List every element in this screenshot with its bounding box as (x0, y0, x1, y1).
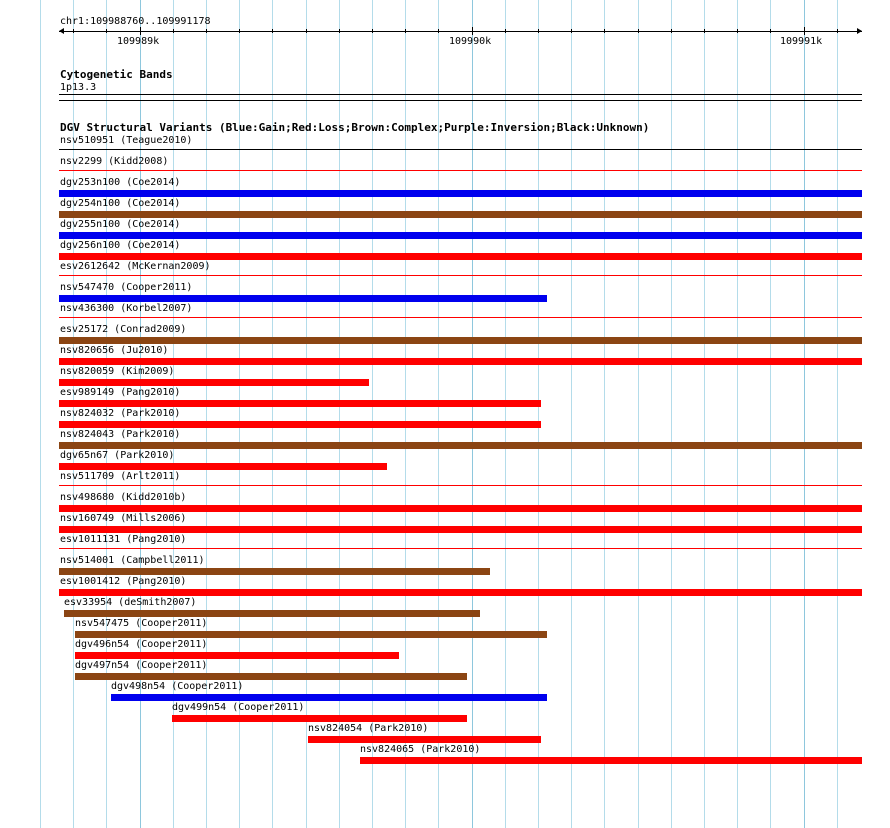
dgv-feature-bar[interactable] (172, 715, 467, 722)
ruler-minor-tick (405, 29, 406, 33)
dgv-feature-label[interactable]: nsv820656 (Ju2010) (60, 345, 169, 356)
cytoband-bar-bottom (59, 100, 862, 101)
dgv-feature-bar[interactable] (59, 548, 862, 549)
ruler-minor-tick (206, 29, 207, 33)
dgv-feature-bar[interactable] (59, 358, 862, 365)
dgv-track-title: DGV Structural Variants (Blue:Gain;Red:Loss;Brown:Complex;Purple:Inversion;Black:Unknown) (60, 121, 650, 134)
dgv-feature-label[interactable]: nsv510951 (Teague2010) (60, 135, 193, 146)
dgv-feature-label[interactable]: nsv547470 (Cooper2011) (60, 282, 193, 293)
dgv-feature-bar[interactable] (59, 211, 862, 218)
ruler-minor-tick (638, 29, 639, 33)
dgv-feature-label[interactable]: dgv255n100 (Coe2014) (60, 219, 181, 230)
ruler-minor-tick (770, 29, 771, 33)
ruler-minor-tick (73, 29, 74, 33)
ruler-minor-tick (505, 29, 506, 33)
dgv-feature-bar[interactable] (59, 317, 862, 318)
grid-line (671, 0, 672, 828)
dgv-feature-bar[interactable] (59, 295, 547, 302)
dgv-feature-bar[interactable] (59, 275, 862, 276)
dgv-feature-label[interactable]: dgv256n100 (Coe2014) (60, 240, 181, 251)
dgv-feature-bar[interactable] (59, 232, 862, 239)
dgv-feature-label[interactable]: dgv254n100 (Coe2014) (60, 198, 181, 209)
dgv-feature-label[interactable]: nsv820059 (Kim2009) (60, 366, 175, 377)
dgv-feature-label[interactable]: dgv498n54 (Cooper2011) (111, 681, 244, 692)
dgv-feature-bar[interactable] (59, 485, 862, 486)
ruler-minor-tick (272, 29, 273, 33)
dgv-feature-label[interactable]: nsv547475 (Cooper2011) (75, 618, 208, 629)
cytoband-label: 1p13.3 (60, 82, 97, 93)
dgv-feature-bar[interactable] (59, 589, 862, 596)
ruler-axis (59, 31, 862, 32)
dgv-feature-label[interactable]: esv989149 (Pang2010) (60, 387, 181, 398)
dgv-feature-label[interactable]: dgv496n54 (Cooper2011) (75, 639, 208, 650)
dgv-feature-bar[interactable] (59, 190, 862, 197)
ruler-minor-tick (671, 29, 672, 33)
dgv-feature-label[interactable]: nsv824043 (Park2010) (60, 429, 181, 440)
scroll-left-icon[interactable] (59, 28, 64, 34)
dgv-feature-bar[interactable] (59, 442, 862, 449)
ruler-major-tick (804, 27, 805, 35)
dgv-feature-bar[interactable] (75, 652, 399, 659)
scroll-right-icon[interactable] (857, 28, 862, 34)
dgv-feature-label[interactable]: nsv824065 (Park2010) (360, 744, 481, 755)
grid-line (770, 0, 771, 828)
dgv-feature-label[interactable]: esv33954 (deSmith2007) (64, 597, 197, 608)
ruler-major-tick (472, 27, 473, 35)
ruler-minor-tick (372, 29, 373, 33)
dgv-feature-bar[interactable] (59, 337, 862, 344)
ruler-label-109991k: 109991k (780, 36, 823, 47)
dgv-feature-label[interactable]: esv2612642 (McKernan2009) (60, 261, 211, 272)
grid-line (704, 0, 705, 828)
ruler-location: chr1:109988760..109991178 (60, 16, 211, 27)
dgv-feature-label[interactable]: nsv498680 (Kidd2010b) (60, 492, 187, 503)
grid-line (737, 0, 738, 828)
ruler-label-109989k: 109989k (117, 36, 160, 47)
dgv-feature-bar[interactable] (59, 421, 541, 428)
dgv-feature-label[interactable]: esv1011131 (Pang2010) (60, 534, 187, 545)
dgv-feature-bar[interactable] (360, 757, 862, 764)
ruler-minor-tick (837, 29, 838, 33)
dgv-feature-bar[interactable] (59, 170, 862, 171)
cytoband-track-title: Cytogenetic Bands (60, 68, 173, 81)
ruler-minor-tick (704, 29, 705, 33)
grid-line (804, 0, 805, 828)
cytoband-bar-top (59, 94, 862, 95)
dgv-feature-label[interactable]: nsv824054 (Park2010) (308, 723, 429, 734)
dgv-feature-bar[interactable] (59, 400, 541, 407)
dgv-feature-bar[interactable] (75, 631, 547, 638)
dgv-feature-bar[interactable] (64, 610, 480, 617)
dgv-feature-bar[interactable] (59, 568, 490, 575)
dgv-feature-label[interactable]: esv25172 (Conrad2009) (60, 324, 187, 335)
dgv-feature-label[interactable]: dgv253n100 (Coe2014) (60, 177, 181, 188)
ruler-label-109990k: 109990k (449, 36, 492, 47)
dgv-feature-label[interactable]: dgv497n54 (Cooper2011) (75, 660, 208, 671)
dgv-feature-bar[interactable] (59, 149, 862, 150)
dgv-feature-bar[interactable] (59, 253, 862, 260)
dgv-feature-bar[interactable] (59, 526, 862, 533)
dgv-feature-bar[interactable] (59, 505, 862, 512)
dgv-feature-bar[interactable] (111, 694, 547, 701)
ruler-minor-tick (339, 29, 340, 33)
ruler-minor-tick (438, 29, 439, 33)
dgv-feature-bar[interactable] (308, 736, 541, 743)
dgv-feature-label[interactable]: esv1001412 (Pang2010) (60, 576, 187, 587)
ruler-minor-tick (173, 29, 174, 33)
ruler-major-tick (140, 27, 141, 35)
dgv-feature-label[interactable]: nsv514001 (Campbell2011) (60, 555, 205, 566)
dgv-feature-label[interactable]: dgv65n67 (Park2010) (60, 450, 175, 461)
dgv-feature-label[interactable]: nsv436300 (Korbel2007) (60, 303, 193, 314)
ruler-minor-tick (737, 29, 738, 33)
dgv-feature-label[interactable]: dgv499n54 (Cooper2011) (172, 702, 305, 713)
dgv-feature-bar[interactable] (59, 379, 369, 386)
ruler-minor-tick (106, 29, 107, 33)
dgv-feature-label[interactable]: nsv160749 (Mills2006) (60, 513, 187, 524)
ruler-minor-tick (571, 29, 572, 33)
grid-line (40, 0, 41, 828)
ruler-minor-tick (239, 29, 240, 33)
ruler-minor-tick (306, 29, 307, 33)
ruler-minor-tick (538, 29, 539, 33)
dgv-feature-bar[interactable] (59, 463, 387, 470)
dgv-feature-label[interactable]: nsv824032 (Park2010) (60, 408, 181, 419)
ruler-minor-tick (604, 29, 605, 33)
dgv-feature-label[interactable]: nsv511709 (Arlt2011) (60, 471, 181, 482)
grid-line (837, 0, 838, 828)
dgv-feature-bar[interactable] (75, 673, 467, 680)
dgv-feature-label[interactable]: nsv2299 (Kidd2008) (60, 156, 169, 167)
